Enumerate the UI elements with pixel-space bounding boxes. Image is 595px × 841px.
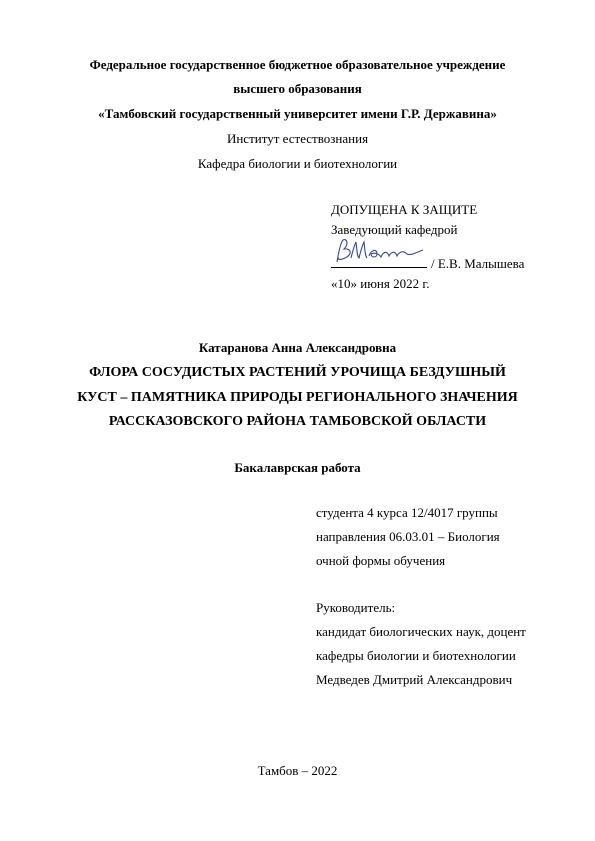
student-line-1: студента 4 курса 12/4017 группы bbox=[316, 505, 498, 520]
title-line-2: КУСТ – ПАМЯТНИКА ПРИРОДЫ РЕГИОНАЛЬНОГО ЗНАЧЕНИЯ bbox=[77, 390, 518, 405]
supervisor-line-1: кандидат биологических наук, доцент bbox=[316, 624, 526, 639]
supervisor-line-3: Медведев Дмитрий Александрович bbox=[316, 672, 513, 687]
supervisor-line-2: кафедры биологии и биотехнологии bbox=[316, 648, 516, 663]
org-line-3: «Тамбовский государственный университет имени Г.Р. Державина» bbox=[98, 106, 497, 121]
work-type: Бакалаврская работа bbox=[234, 460, 361, 475]
supervisor-label: Руководитель: bbox=[316, 600, 396, 615]
title-line-1: ФЛОРА СОСУДИСТЫХ РАСТЕНИЙ УРОЧИЩА БЕЗДУШНЫЙ bbox=[89, 365, 506, 380]
org-line-1: Федеральное государственное бюджетное образовательное учреждение bbox=[89, 57, 506, 72]
footer-city-year: Тамбов – 2022 bbox=[257, 763, 338, 778]
department: Кафедра биологии и биотехнологии bbox=[197, 156, 398, 171]
signature bbox=[331, 236, 429, 270]
student-line-3: очной формы обучения bbox=[316, 553, 446, 568]
approval-signer: / Е.В. Малышева bbox=[431, 256, 525, 271]
title-line-3: РАССКАЗОВСКОГО РАЙОНА ТАМБОВСКОЙ ОБЛАСТИ bbox=[108, 414, 487, 429]
approval-role: Заведующий кафедрой bbox=[331, 222, 458, 237]
institute: Институт естествознания bbox=[226, 131, 369, 146]
approval-date: «10» июня 2022 г. bbox=[331, 276, 430, 291]
approval-status: ДОПУЩЕНА К ЗАЩИТЕ bbox=[331, 202, 478, 217]
author-name: Катаранова Анна Александровна bbox=[198, 340, 397, 355]
org-line-2: высшего образования bbox=[233, 81, 362, 96]
signature-line bbox=[331, 267, 427, 268]
student-line-2: направления 06.03.01 – Биология bbox=[316, 529, 500, 544]
